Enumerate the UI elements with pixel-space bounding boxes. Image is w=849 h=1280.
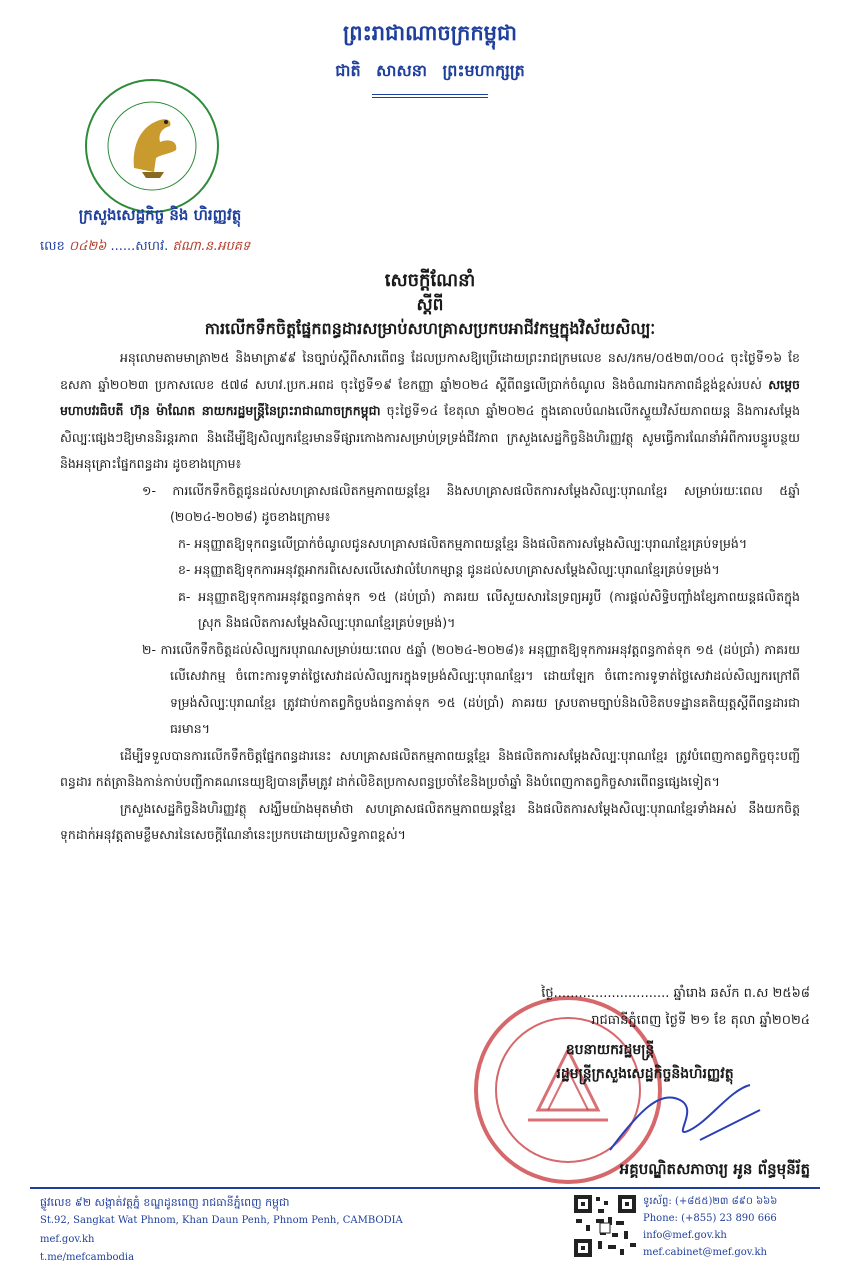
footer-divider [30, 1187, 820, 1189]
footer-email-info: info@mef.gov.kh [643, 1230, 727, 1241]
handwritten-signature [600, 1070, 770, 1170]
sub-item-a: ក- អនុញ្ញាតឱ្យទុកពន្ធលើប្រាក់ចំណូលជូនសហគ្រាសផលិតកម្មភាពយន្តខ្មែរ និងផលិតការសម្ដែងសិល្បៈបុរាណខ្មែរគ្រប់ទម្រង់។ [178, 535, 748, 551]
national-motto: ជាតិ សាសនា ព្រះមហាក្សត្រ [335, 61, 525, 80]
footer-phone-kh: ទូរស័ព្ទ: (+៨៥៥)២៣ ៨៩០ ៦៦៦ [643, 1196, 778, 1207]
footer-website: mef.gov.kh [40, 1234, 95, 1245]
footer-contact [643, 1193, 833, 1261]
motto-divider [372, 94, 488, 98]
ref-number: ០៤២៦ [68, 239, 107, 254]
ministry-logo [82, 76, 222, 216]
signer-name: អគ្គបណ្ឌិតសភាចារ្យ អូន ព័ន្ធមុនីរ័ត្ន [619, 1160, 810, 1178]
paragraph-requirements: ដើម្បីទទួលបានការលើកទឹកចិត្តផ្នែកពន្ធដារនេះ សហគ្រាសផលិតកម្មភាពយន្តខ្មែរ និងផលិតការសម្ដែងសិល្បៈបុរាណខ្មែរ ត្រូវបំពេញកាតព្វកិច្ចចុះបញ្ជីពន្ធដារ កត់ត្រានិងកាន់កាប់បញ្ជីកាគណនេយ្យឱ្យបានត្រឹមត្រូវ ដាក់លិខិតប្រកាសពន្ធប្រចាំខែនិងប្រចាំឆ្នាំ និងបំពេញកាតព្វកិច្ចសារពើពន្ធផ្សេងទៀត។ [60, 747, 800, 789]
document-body [60, 345, 800, 849]
sub-item-b: ខ- អនុញ្ញាតឱ្យទុកការអនុវត្តអាករពិសេសលើសេវាលំហែកម្សាន្ត ជូនដល់សហគ្រាសសម្ដែងសិល្បៈបុរាណខ្មែរគ្រប់ទម្រង់។ [178, 562, 720, 577]
list-item-2: ២- ការលើកទឹកចិត្តដល់សិល្បករបុរាណសម្រាប់រយៈពេល ៥ឆ្នាំ (២០២៤-២០២៨)៖ អនុញ្ញាតឱ្យទុកការអនុវត្តពន្ធកាត់ទុក ១៥ (ដប់ប្រាំ) ភាគរយ លើសេវាកម្ម ចំពោះការទូទាត់ថ្លៃសេវាដល់សិល្បករក្នុងទម្រង់សិល្បៈបុរាណខ្មែរ។ ដោយឡែក ចំពោះការទូទាត់ថ្លៃសេវាដល់សិល្បករក្រៅពីទម្រង់សិល្បៈបុរាណខ្មែរ ត្រូវជាប់កាតព្វកិច្ចបង់ពន្ធកាត់ទុក ១៥ (ដប់ប្រាំ) ភាគរយ ស្របតាមច្បាប់និងលិខិតបទដ្ឋានគតិយុត្តស្ដីពីពន្ធដារជាធរមាន។ [142, 641, 800, 736]
paragraph-closing: ក្រសួងសេដ្ឋកិច្ចនិងហិរញ្ញវត្ថុ សង្ឃឹមយ៉ាងមុតមាំថា សហគ្រាសផលិតកម្មភាពយន្តខ្មែរ និងផលិតការសម្ដែងសិល្បៈបុរាណខ្មែរទាំងអស់ នឹងយកចិត្តទុកដាក់អនុវត្តតាមខ្លឹមសារនៃសេចក្ដីណែនាំនេះប្រកបដោយប្រសិទ្ធភាពខ្ពស់។ [60, 800, 800, 842]
footer-email-cabinet: mef.cabinet@mef.gov.kh [643, 1247, 767, 1258]
intro-text-a: អនុលោមតាមមាត្រា២៥ និងមាត្រា៩៩ នៃច្បាប់ស្ដីពីសារពើពន្ធ ដែលប្រកាសឱ្យប្រើដោយព្រះរាជក្រមលេខ នស/រកម/០៥២៣/០០៤ ចុះថ្ងៃទី១៦ ខែឧសភា ឆ្នាំ២០២៣ ប្រកាសលេខ ៥៧៨ សហវ.ប្រក.អពដ ចុះថ្ងៃទី១៩ ខែកញ្ញា ឆ្នាំ២០២៤ ស្ដីពីពន្ធលើប្រាក់ចំណូល និងចំណារឯកភាពដ៏ខ្ពង់ខ្ពស់របស់ [60, 350, 800, 392]
ministry-name: ក្រសួងសេដ្ឋកិច្ច និង ហិរញ្ញវត្ថុ [78, 206, 242, 224]
intro-bold-text: សម្ដេចមហាបវរធិបតី ហ៊ុន ម៉ាណែត នាយករដ្ឋមន្ត្រីនៃព្រះរាជាណាចក្រកម្ពុជា [60, 376, 800, 418]
footer-telegram: t.me/mefcambodia [40, 1252, 135, 1263]
date-lunar: ថ្ងៃ............................ ឆ្នាំរោង ឆស័ក ព.ស ២៥៦៨ [541, 986, 810, 1001]
signer-title-deputy-pm: ឧបនាយករដ្ឋមន្ត្រី [565, 1042, 655, 1058]
kingdom-heading: ព្រះរាជាណាចក្រកម្ពុជា [342, 20, 517, 45]
document-title: សេចក្ដីណែនាំ [384, 270, 476, 291]
reference-number [40, 238, 340, 257]
date-solar: រាជធានីភ្នំពេញ ថ្ងៃទី ២១ ខែ តុលា ឆ្នាំ២០២៤ [591, 1013, 810, 1028]
sub-item-c: គ- អនុញ្ញាតឱ្យទុកការអនុវត្តពន្ធកាត់ទុក ១៥ (ដប់ប្រាំ) ភាគរយ លើសួយសារនៃទ្រព្យអរូបី (ការផ្ដល់សិទ្ធិបញ្ចាំងខ្សែភាពយន្តផលិតក្នុងស្រុក និងផលិតការសម្ដែងសិល្បៈបុរាណខ្មែរគ្រប់ទម្រង់)។ [178, 588, 800, 630]
intro-paragraph [60, 345, 800, 478]
list-item-1: ១- ការលើកទឹកចិត្តជូនដល់សហគ្រាសផលិតកម្មភាពយន្តខ្មែរ និងសហគ្រាសផលិតការសម្ដែងសិល្បៈបុរាណខ្មែរ សម្រាប់រយៈពេល ៥ឆ្នាំ (២០២៤-២០២៨) ដូចខាងក្រោម៖ [142, 482, 800, 524]
ref-mid: ......សហវ. [110, 239, 169, 254]
intro-text-b: ចុះថ្ងៃទី១៤ ខែតុលា ឆ្នាំ២០២៤ ក្នុងគោលបំណងលើកស្ទួយវិស័យភាពយន្ត និងការសម្ដែងសិល្បៈផ្សេងៗឱ្យមាននិរន្តរភាព និងដើម្បីឱ្យសិល្បករខ្មែរមានទីផ្សារកោងការសម្រាប់ទ្រទ្រង់ជីវភាព ក្រសួងសេដ្ឋកិច្ចនិងហិរញ្ញវត្ថុ សូមធ្វើការណែនាំអំពីការបន្ធូរបន្ថយ និងអនុគ្រោះផ្នែកពន្ធដារ ដូចខាងក្រោម៖ [60, 403, 800, 471]
signer-title-minister: រដ្ឋមន្ត្រីក្រសួងសេដ្ឋកិច្ចនិងហិរញ្ញវត្ថុ [556, 1066, 734, 1082]
footer-address-kh: ផ្លូវលេខ ៩២ សង្កាត់វត្តភ្នំ ខណ្ឌដូនពេញ រាជធានីភ្នំពេញ កម្ពុជា [40, 1196, 290, 1209]
qr-code-icon [572, 1193, 638, 1259]
ref-prefix: លេខ [40, 239, 65, 254]
document-about: ស្ដីពី [416, 295, 444, 315]
footer-phone-en: Phone: (+855) 23 890 666 [643, 1213, 777, 1224]
document-subject: ការលើកទឹកចិត្តផ្នែកពន្ធដារសម្រាប់សហគ្រាសប្រកបអាជីវកម្មក្នុងវិស័យសិល្បៈ [204, 319, 656, 338]
ref-code: ឥណា.ន.អបគទ [172, 239, 251, 254]
footer-address-en: St.92, Sangkat Wat Phnom, Khan Daun Penh, Phnom Penh, CAMBODIA [40, 1215, 403, 1226]
